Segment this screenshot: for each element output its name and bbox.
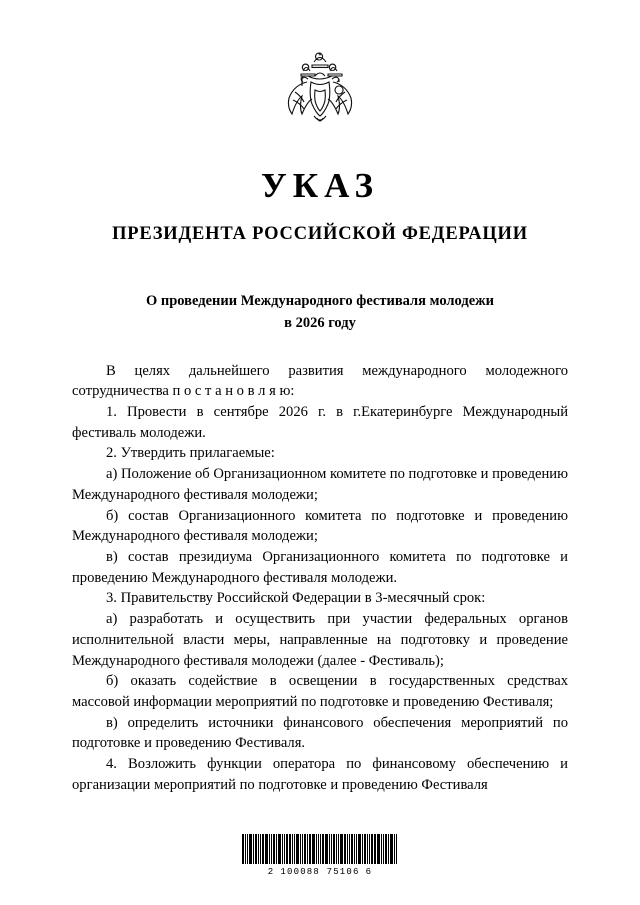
barcode-digit-middle: 100088 75106	[280, 867, 360, 877]
barcode-digit-right: 6	[365, 867, 373, 877]
paragraph: 2. Утвердить прилагаемые:	[106, 445, 275, 462]
paragraph: в) определить источники финансового обеспечения мероприятий по подготовке и проведению Фестиваля.	[72, 714, 568, 752]
barcode-area	[0, 834, 640, 877]
paragraph: В целях дальнейшего развития международного молодежного сотрудничества п о с т а н о в л я ю:	[72, 362, 568, 400]
emblem-container	[72, 0, 568, 144]
paragraph: б) оказать содействие в освещении в государственных средствах массовой информации мероприятий по подготовке и проведению Фестиваля;	[72, 673, 568, 710]
paragraph: 3. Правительству Российской Федерации в 3-месячный срок:	[106, 590, 486, 607]
russian-coat-of-arms-icon	[281, 52, 359, 144]
document-heading	[72, 291, 568, 335]
heading-line-2: в 2026 году	[284, 314, 356, 331]
barcode-digits	[268, 867, 372, 877]
page-title: УКАЗ	[261, 166, 379, 205]
paragraph: в) состав президиума Организационного комитета по подготовке и проведению Международного фестиваля молодежи.	[72, 548, 568, 586]
barcode-digit-left: 2	[267, 867, 275, 877]
paragraph: а) разработать и осуществить при участии федеральных органов исполнительной власти меры, направленные на подготовку и проведение Международного фестиваля молодежи (далее - Фестиваль);	[72, 611, 568, 669]
paragraph: б) состав Организационного комитета по подготовке и проведению Международного фестиваля молодежи;	[72, 507, 568, 545]
barcode	[242, 834, 398, 864]
document-subtitle: ПРЕЗИДЕНТА РОССИЙСКОЙ ФЕДЕРАЦИИ	[112, 224, 528, 244]
paragraph: 1. Провести в сентябре 2026 г. в г.Екатеринбурге Международный фестиваль молодежи.	[72, 403, 568, 441]
heading-line-1: О проведении Международного фестиваля молодежи	[145, 293, 495, 309]
document-body	[72, 361, 568, 796]
paragraph: а) Положение об Организационном комитете по подготовке и проведению Международного фестиваля молодежи;	[72, 466, 568, 503]
paragraph: 4. Возложить функции оператора по финансовому обеспечению и организации мероприятий по подготовке и проведению Фестиваля	[72, 756, 568, 793]
